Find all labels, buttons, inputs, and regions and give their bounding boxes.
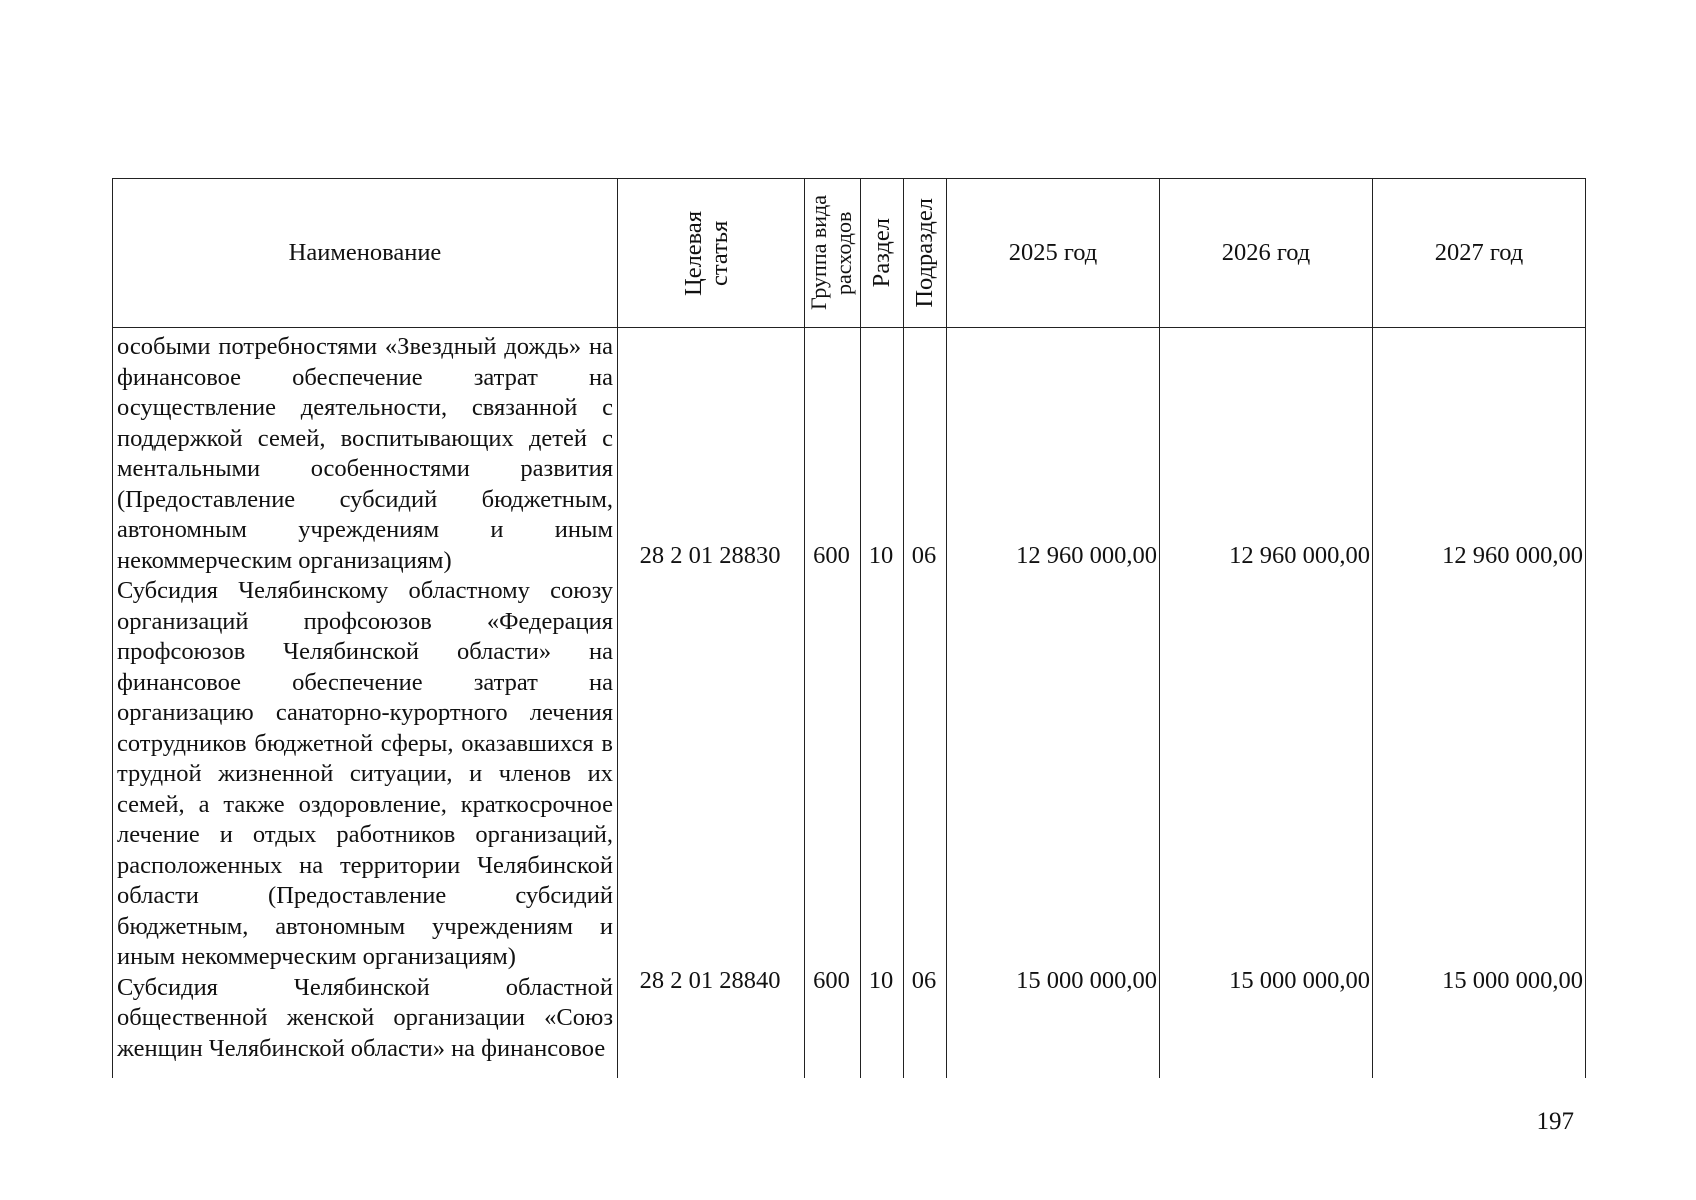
row-2-year-2026: 15 000 000,00	[1229, 967, 1370, 994]
row-2-subsection: 06	[911, 967, 937, 994]
table-row	[113, 328, 1586, 1079]
row-1-target-article: 28 2 01 28830	[639, 542, 781, 569]
row-2-target-article: 28 2 01 28840	[639, 967, 781, 994]
row-2-year-2027: 15 000 000,00	[1442, 967, 1583, 994]
row-1-name: особыми потребностями «Звездный дождь» на финансовое обеспечение затрат на осуществление деятельности, связанной с поддержкой семей, воспитывающих детей с ментальными особенностями развития (Предоставление субсидий бюджетным, автономным учреждениям и иным некоммерческим организациям)	[117, 333, 613, 574]
header-target-article: Целевая статья	[618, 179, 805, 328]
row-2-expense-group: 600	[813, 967, 850, 994]
budget-table	[112, 178, 1586, 1078]
row-1-expense-group: 600	[813, 542, 850, 569]
row-1-section: 10	[868, 542, 894, 569]
row-3-name: Субсидия Челябинской областной общественной женской организации «Союз женщин Челябинской области» на финансовое	[117, 973, 613, 1062]
row-1-year-2027: 12 960 000,00	[1442, 542, 1583, 569]
expense-group-cell	[805, 328, 861, 1079]
year-2025-cell	[947, 328, 1160, 1079]
header-name: Наименование	[113, 179, 618, 328]
table-header-row	[113, 179, 1586, 328]
row-2-year-2025: 15 000 000,00	[1016, 967, 1157, 994]
section-cell	[861, 328, 904, 1079]
page-number: 197	[1536, 1108, 1574, 1135]
header-expense-group: Группа вида расходов	[805, 179, 861, 328]
row-1-year-2026: 12 960 000,00	[1229, 542, 1370, 569]
header-subsection: Подраздел	[904, 179, 947, 328]
row-2-section: 10	[868, 967, 894, 994]
header-year-2026: 2026 год	[1160, 179, 1373, 328]
year-2026-cell	[1160, 328, 1373, 1079]
row-1-year-2025: 12 960 000,00	[1016, 542, 1157, 569]
row-1-subsection: 06	[911, 542, 937, 569]
year-2027-cell	[1373, 328, 1586, 1079]
subsection-cell	[904, 328, 947, 1079]
header-section: Раздел	[861, 179, 904, 328]
name-cell	[113, 328, 618, 1079]
header-year-2025: 2025 год	[947, 179, 1160, 328]
header-year-2027: 2027 год	[1373, 179, 1586, 328]
row-2-name: Субсидия Челябинскому областному союзу организаций профсоюзов «Федерация профсоюзов Челябинской области» на финансовое обеспечение затрат на организацию санаторно-курортного лечения сотрудников бюджетной сферы, оказавшихся в трудной жизненной ситуации, и членов их семей, а также оздоровление, краткосрочное лечение и отдых работников организаций, расположенных на территории Челябинской области (Предоставление субсидий бюджетным, автономным учреждениям и иным некоммерческим организациям)	[117, 577, 613, 970]
target-article-cell	[618, 328, 805, 1079]
